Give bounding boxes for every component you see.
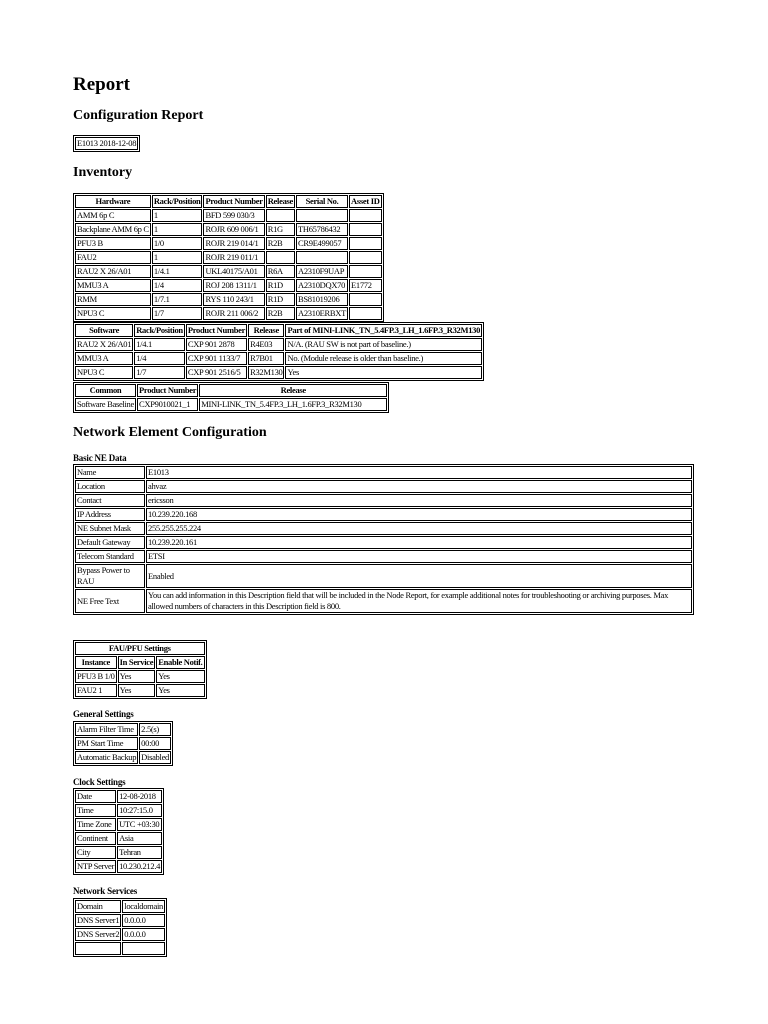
table-cell: RYS 110 243/1 <box>203 293 264 306</box>
table-row <box>75 466 692 479</box>
table-cell: 1/4 <box>134 352 185 365</box>
table-title: FAU/PFU Settings <box>75 642 205 655</box>
table-cell <box>266 251 295 264</box>
table-cell: CXP 901 2878 <box>186 338 247 351</box>
table-cell <box>349 209 382 222</box>
basic-ne-heading: Basic NE Data <box>73 453 127 463</box>
row-label-cell: Date <box>75 790 116 803</box>
table-cell: localdomain <box>124 901 163 911</box>
table-cell: Enabled <box>146 564 692 588</box>
table-row <box>75 684 205 697</box>
table-row <box>75 860 162 873</box>
table-header-row <box>75 384 387 397</box>
row-label-cell: Default Gateway <box>75 536 145 549</box>
table-cell: 1/4.1 <box>152 265 203 278</box>
row-label-cell: Alarm Filter Time <box>75 723 138 736</box>
table-row <box>75 914 165 927</box>
row-label-cell: Software Baseline <box>77 399 134 409</box>
row-label-cell: NPU3 C <box>75 366 133 379</box>
table-row <box>75 352 482 365</box>
row-label-cell: Continent <box>75 832 116 845</box>
table-cell: BS81019206 <box>296 293 348 306</box>
table-row <box>75 804 162 817</box>
table-row <box>75 928 165 941</box>
common-table <box>73 382 389 413</box>
network-services-heading: Network Services <box>73 886 138 896</box>
table-row <box>75 366 482 379</box>
table-row <box>75 223 382 236</box>
column-header: Rack/Position <box>153 196 201 206</box>
table-cell <box>349 265 382 278</box>
table-cell: MINI-LINK_TN_5.4FP.3_LH_1.6FP.3_R32M130 <box>199 398 387 411</box>
table-cell: R2B <box>266 237 295 250</box>
table-cell <box>349 251 382 264</box>
table-row <box>75 536 692 549</box>
row-label-cell: RMM <box>75 293 151 306</box>
table-row <box>75 398 387 411</box>
table-cell: A2310DQX70 <box>296 279 348 292</box>
column-header: Enable Notif. <box>158 657 203 667</box>
column-header: Product Number <box>138 385 197 395</box>
table-cell: 10:27:15.0 <box>117 804 162 817</box>
table-cell: 1 <box>152 251 203 264</box>
column-header: Release <box>199 384 387 397</box>
row-label-cell: Contact <box>75 494 145 507</box>
table-cell: Yes <box>156 684 204 697</box>
table-row <box>75 832 162 845</box>
row-label-cell: Time Zone <box>75 818 116 831</box>
column-header: Part of MINI-LINK_TN_5.4FP.3_LH_1.6FP.3_R32M130 <box>287 325 481 335</box>
table-cell <box>349 223 382 236</box>
row-label-cell: Backplane AMM 6p C <box>77 224 149 234</box>
table-cell: 1/7.1 <box>152 293 203 306</box>
table-cell: ROJ 208 1311/1 <box>203 279 264 292</box>
table-cell: ericsson <box>146 494 692 507</box>
table-row <box>75 550 692 563</box>
table-cell: TH65786432 <box>296 223 348 236</box>
row-label-cell: NE Free Text <box>75 589 145 613</box>
table-row <box>75 942 165 955</box>
row-label-cell: AMM 6p C <box>75 209 151 222</box>
table-cell: 10.239.220.161 <box>146 536 692 549</box>
config-tag <box>73 135 140 152</box>
table-cell <box>266 209 295 222</box>
row-label-cell: MMU3 A <box>75 279 151 292</box>
config-tag-text: E1013 2018-12-08 <box>77 138 137 148</box>
table-cell: 1/0 <box>152 237 203 250</box>
table-row <box>75 494 692 507</box>
table-row <box>75 279 382 292</box>
table-cell: Disabled <box>141 752 169 762</box>
table-cell <box>296 251 348 264</box>
table-cell: Yes <box>156 670 204 683</box>
table-cell: Tehran <box>117 846 162 859</box>
table-cell: Yes <box>118 684 156 697</box>
table-cell: 255.255.255.224 <box>146 522 692 535</box>
column-header: Instance <box>75 656 117 669</box>
table-row <box>75 265 382 278</box>
row-label-cell: DNS Server2 <box>77 929 120 939</box>
column-header: Release <box>267 196 293 206</box>
table-cell: R1G <box>266 223 295 236</box>
hardware-table <box>73 193 384 322</box>
table-cell: 0.0.0.0 <box>122 928 165 941</box>
table-cell: R32M130 <box>250 367 283 377</box>
table-cell: R4E03 <box>248 338 284 351</box>
table-cell: 10.239.220.168 <box>146 508 692 521</box>
table-cell: BFD 599 030/3 <box>203 209 264 222</box>
table-cell <box>122 942 165 955</box>
column-header: Hardware <box>75 195 151 208</box>
table-header-row <box>75 656 205 669</box>
table-row <box>75 790 162 803</box>
row-label-cell: NPU3 C <box>75 307 151 320</box>
clock-settings-table <box>73 788 164 875</box>
table-row <box>75 293 382 306</box>
table-cell: A2310F9UAP <box>296 265 348 278</box>
column-header: Rack/Position <box>136 325 183 335</box>
table-cell: N/A. (RAU SW is not part of baseline.) <box>285 338 482 351</box>
table-row <box>75 209 382 222</box>
table-cell: Asia <box>117 832 162 845</box>
clock-settings-heading: Clock Settings <box>73 777 126 787</box>
table-cell: 12-08-2018 <box>117 790 162 803</box>
row-label-cell: RAU2 X 26/A01 <box>77 339 132 349</box>
inventory-heading: Inventory <box>73 165 133 180</box>
table-cell: A2310ERBXT <box>298 308 347 318</box>
row-label-cell: DNS Server1 <box>77 915 120 925</box>
table-cell: You can add information in this Description field that will be included in the Node Report, for example additional notes for troubleshooting or archiving purposes. Max allowed numbers of characters in this Description field is 800. <box>146 589 692 613</box>
column-header: Release <box>248 324 284 337</box>
table-cell: ROJR 219 011/1 <box>203 251 264 264</box>
row-label-cell: NTP Server <box>77 861 115 871</box>
table-row <box>75 737 171 750</box>
table-cell <box>349 293 382 306</box>
row-label-cell: Domain <box>75 900 121 913</box>
row-label-cell: IP Address <box>75 508 145 521</box>
network-services-table <box>73 898 167 957</box>
column-header: Asset ID <box>351 196 380 206</box>
row-label-cell: RAU2 X 26/A01 <box>75 265 151 278</box>
table-cell: CXP 901 1133/7 <box>186 352 247 365</box>
table-cell: UTC +03:30 <box>117 818 162 831</box>
table-row <box>75 723 171 736</box>
table-cell: 00:00 <box>139 737 171 750</box>
table-cell: CR9E499057 <box>296 237 348 250</box>
row-label-cell: MMU3 A <box>75 352 133 365</box>
column-header: Serial No. <box>296 195 348 208</box>
table-cell: UKL40175/A01 <box>203 265 264 278</box>
table-row <box>75 480 692 493</box>
table-row <box>75 751 171 764</box>
table-row <box>75 251 382 264</box>
table-cell: 1/7 <box>152 307 203 320</box>
table-cell: R6A <box>266 265 295 278</box>
table-row <box>75 307 382 320</box>
table-row <box>75 522 692 535</box>
table-row <box>75 508 692 521</box>
row-label-cell: Automatic Backup <box>77 752 137 762</box>
basic-ne-table <box>73 464 694 615</box>
table-cell: R2B <box>266 307 295 320</box>
row-label-cell: Location <box>75 480 145 493</box>
config-report-heading: Configuration Report <box>73 108 204 123</box>
table-cell <box>296 209 348 222</box>
row-label-cell <box>75 942 121 955</box>
table-cell: 0.0.0.0 <box>122 914 165 927</box>
row-label-cell: City <box>75 846 116 859</box>
table-row <box>75 338 482 351</box>
table-cell: R7B01 <box>248 352 284 365</box>
row-label-cell: Telecom Standard <box>75 550 145 563</box>
table-cell: ETSI <box>146 550 692 563</box>
table-cell: ROJR 219 014/1 <box>203 237 264 250</box>
table-cell: No. (Module release is older than baseline.) <box>285 352 482 365</box>
table-title-row <box>75 642 205 655</box>
table-cell: R1D <box>266 279 295 292</box>
table-cell: 1/4 <box>152 279 203 292</box>
general-settings-heading: General Settings <box>73 709 134 719</box>
table-cell: 1 <box>152 223 203 236</box>
table-cell: Yes <box>285 366 482 379</box>
table-cell: 1 <box>152 209 203 222</box>
table-cell <box>349 237 382 250</box>
table-row <box>75 564 692 588</box>
table-cell: ROJR 609 006/1 <box>203 223 264 236</box>
table-header-row <box>75 195 382 208</box>
row-label-cell: FAU2 <box>75 251 151 264</box>
table-cell: 1/4.1 <box>134 338 185 351</box>
table-row <box>75 670 205 683</box>
row-label-cell: PFU3 B 1/0 <box>77 671 115 681</box>
table-cell: 2.5(s) <box>139 723 171 736</box>
fau-pfu-table <box>73 640 207 699</box>
general-settings-table <box>73 721 173 766</box>
column-header: Software <box>75 324 133 337</box>
table-row <box>75 818 162 831</box>
table-cell: E1772 <box>349 279 382 292</box>
table-cell: ROJR 211 006/2 <box>203 307 264 320</box>
row-label-cell: NE Subnet Mask <box>75 522 145 535</box>
table-cell: CXP 901 2516/5 <box>186 366 247 379</box>
row-label-cell: Bypass Power to RAU <box>75 564 145 588</box>
column-header: Product Number <box>205 196 263 206</box>
row-label-cell: FAU2 1 <box>75 684 117 697</box>
table-row <box>75 900 165 913</box>
ne-config-heading: Network Element Configuration <box>73 425 267 440</box>
table-row <box>75 237 382 250</box>
table-cell: Yes <box>118 670 156 683</box>
table-cell: CXP9010021_1 <box>137 398 198 411</box>
row-label-cell: Name <box>75 466 145 479</box>
row-label-cell: PFU3 B <box>75 237 151 250</box>
table-cell <box>349 307 382 320</box>
table-header-row <box>75 324 482 337</box>
table-cell: 1/7 <box>134 366 185 379</box>
software-table <box>73 322 484 381</box>
table-cell: E1013 <box>146 466 692 479</box>
row-label-cell: PM Start Time <box>75 737 138 750</box>
table-cell: ahvaz <box>146 480 692 493</box>
table-cell: 10.230.212.4 <box>119 861 161 871</box>
column-header: Product Number <box>187 325 246 335</box>
table-cell: R1D <box>266 293 295 306</box>
table-row <box>75 589 692 613</box>
column-header: In Service <box>119 657 154 667</box>
row-label-cell: Time <box>75 804 116 817</box>
page-title: Report <box>73 74 130 95</box>
column-header: Common <box>75 384 136 397</box>
table-row <box>75 846 162 859</box>
